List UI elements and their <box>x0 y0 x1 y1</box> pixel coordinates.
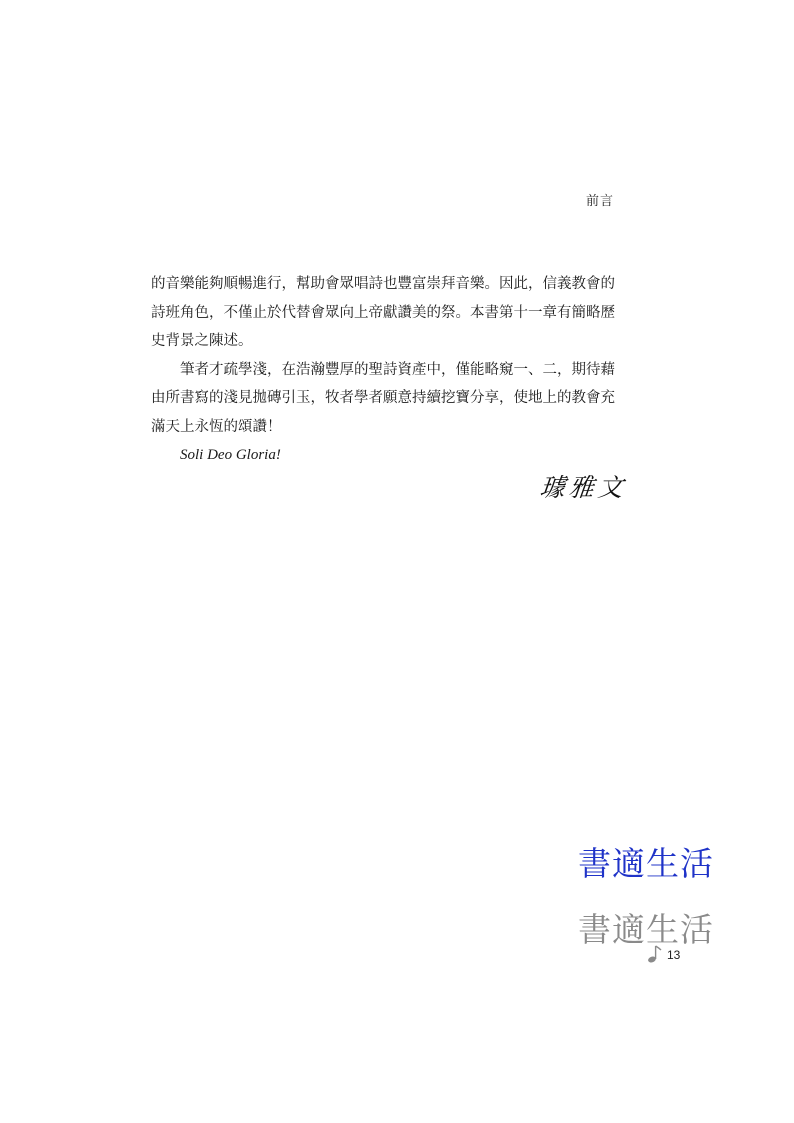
running-head: 前言 <box>586 194 615 209</box>
latin-doxology: Soli Deo Gloria! <box>180 447 281 463</box>
music-note-icon <box>647 944 663 964</box>
publisher-logo-blue: 書適生活 <box>578 844 714 883</box>
paragraph-continued: 的音樂能夠順暢進行，幫助會眾唱詩也豐富崇拜音樂。因此，信義教會的詩班角色，不僅止於代替會眾向上帝獻讚美的祭。本書第十一章有簡略歷史背景之陳述。 <box>151 276 615 349</box>
paragraph-author-note: 筆者才疏學淺，在浩瀚豐厚的聖詩資產中，僅能略窺一、二，期待藉由所書寫的淺見拋磚引玉，牧者學者願意持續挖寶分享，使地上的教會充滿天上永恆的頌讚！ <box>151 361 615 435</box>
publisher-logo-gray: 書適生活 <box>578 910 714 949</box>
author-signature: 璩雅文 <box>538 473 629 502</box>
page-number: 13 <box>667 948 681 962</box>
body-text <box>151 270 615 470</box>
